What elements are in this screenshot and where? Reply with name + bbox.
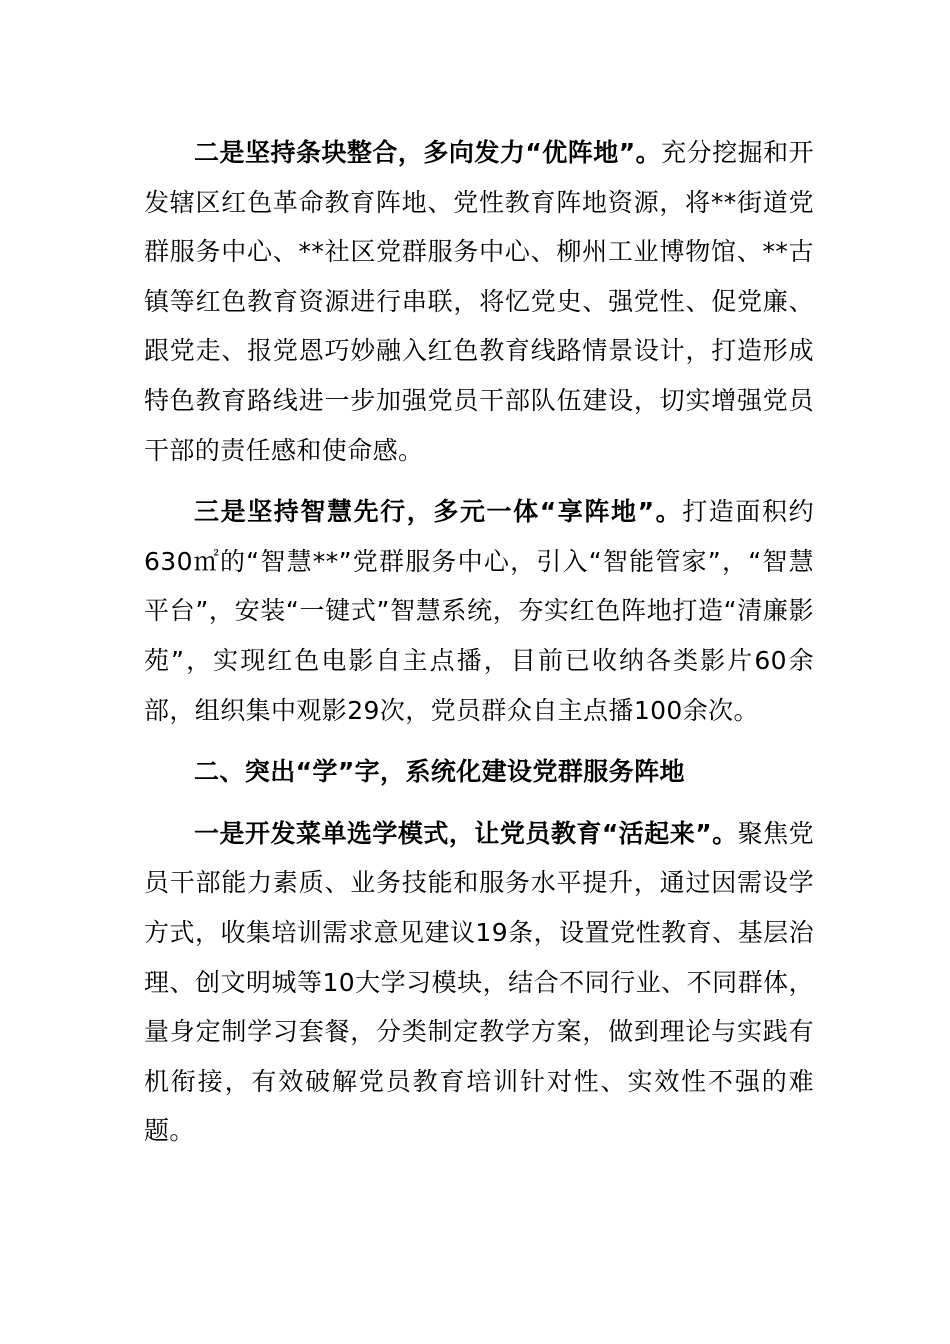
paragraph-lead: 一是开发菜单选学模式，让党员教育“活起来”。	[194, 818, 738, 848]
paragraph-consolidate-positions	[144, 128, 814, 475]
paragraph-body: 打造面积约630㎡的“智慧**”党群服务中心，引入“智能管家”，“智慧平台”，安装“一键式”智慧系统，夯实红色阵地打造“清廉影苑”，实现红色电影自主点播，目前已收纳各类影片60余部，组织集中观影29次，党员群众自主点播100余次。	[144, 497, 814, 725]
paragraph-body: 聚焦党员干部能力素质、业务技能和服务水平提升，通过因需设学方式，收集培训需求意见建议19条，设置党性教育、基层治理、创文明城等10大学习模块，结合不同行业、不同群体，量身定制学习套餐，分类制定教学方案，做到理论与实践有机衔接，有效破解党员教育培训针对性、实效性不强的难题。	[144, 818, 815, 1146]
paragraph-body: 充分挖掘和开发辖区红色革命教育阵地、党性教育阵地资源，将**街道党群服务中心、**社区党群服务中心、柳州工业博物馆、**古镇等红色教育资源进行串联，将忆党史、强党性、促党廉、跟党走、报党恩巧妙融入红色教育线路情景设计，打造形成特色教育路线进一步加强党员干部队伍建设，切实增强党员干部的责任感和使命感。	[144, 138, 814, 465]
section-heading: 二、突出“学”字，系统化建设党群服务阵地	[194, 757, 685, 787]
paragraph-lead: 三是坚持智慧先行，多元一体“享阵地”。	[194, 497, 683, 527]
paragraph-lead: 二是坚持条块整合，多向发力“优阵地”。	[194, 138, 662, 167]
document-body	[144, 128, 814, 1156]
paragraph-menu-learning	[144, 809, 814, 1156]
paragraph-smart-positions	[144, 487, 814, 735]
